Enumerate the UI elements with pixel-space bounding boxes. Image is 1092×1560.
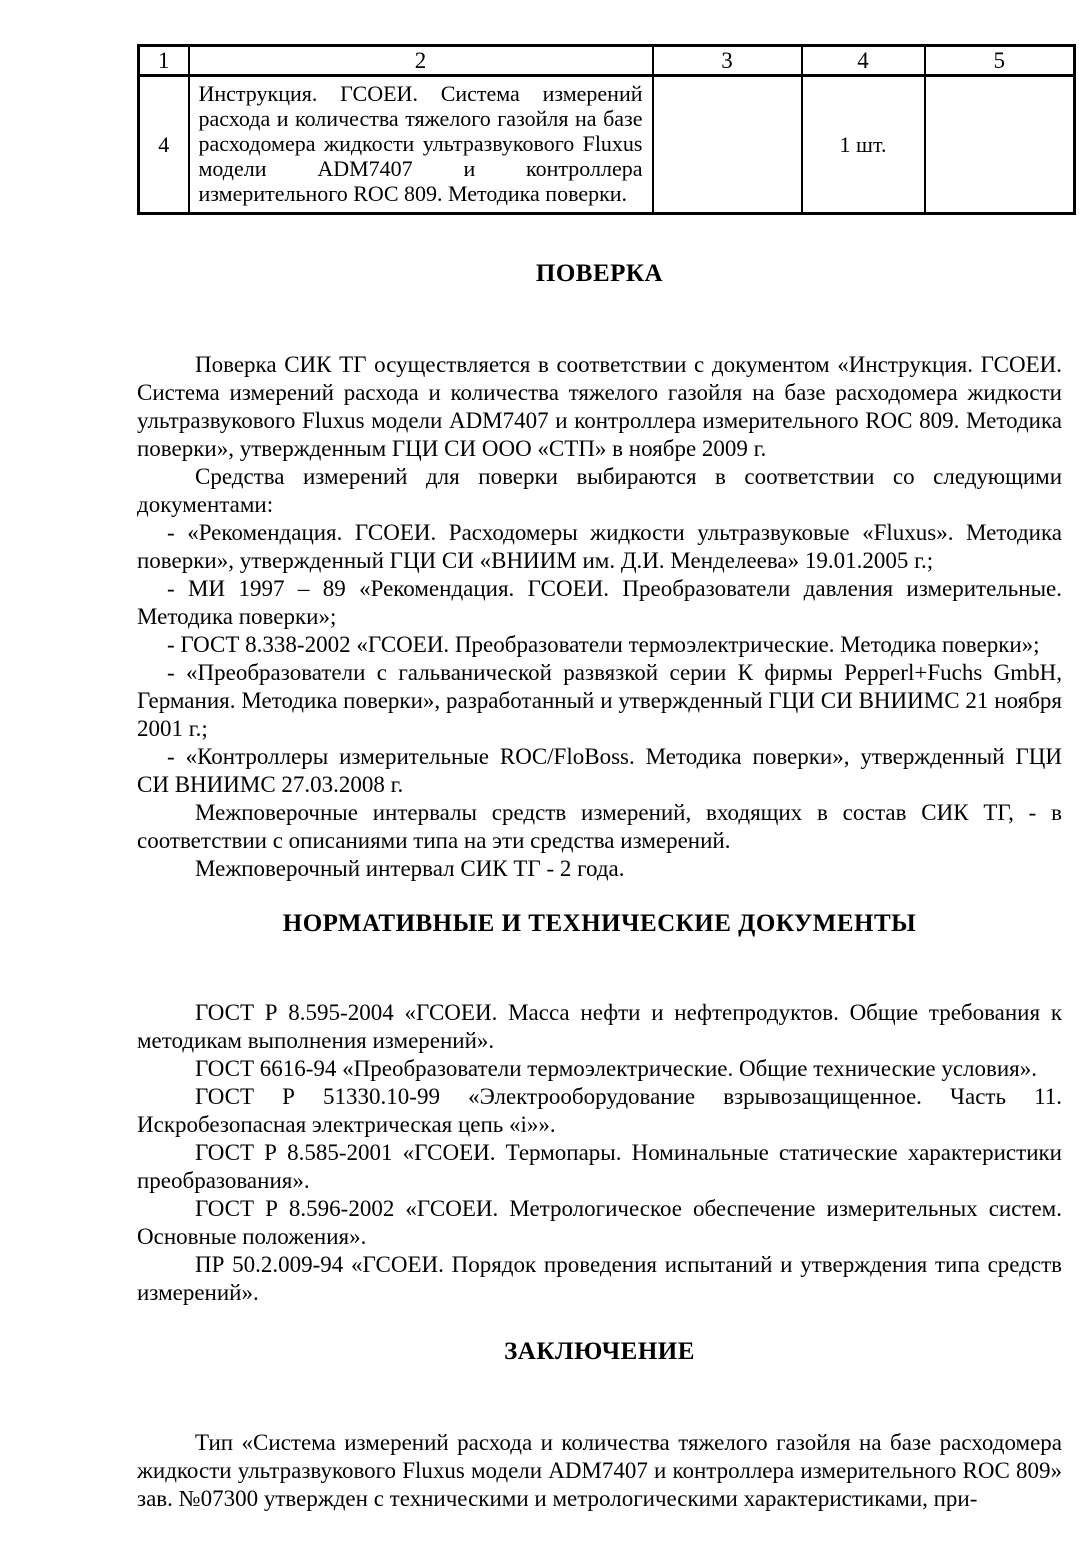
table-header-col4: 4: [802, 46, 925, 76]
row-quantity-cell: 1 шт.: [802, 76, 925, 214]
table-header-col3: 3: [653, 46, 802, 76]
table-header-col2: 2: [189, 46, 653, 76]
poverka-paragraph-4: Межповерочный интервал СИК ТГ - 2 года.: [195, 856, 625, 881]
poverka-list-item-5: - «Контроллеры измерительные ROC/FloBoss. Методика поверки», утвержденный ГЦИ СИ ВНИИМС 27.03.2008 г.: [137, 744, 1062, 797]
section-heading-poverka: ПОВЕРКА: [535, 260, 664, 287]
normative-item-6: ПР 50.2.009-94 «ГСОЕИ. Порядок проведения испытаний и утверждения типа средств измерений».: [137, 1252, 1062, 1305]
row-empty-cell-5: [925, 76, 1075, 214]
table-header-col5: 5: [925, 46, 1075, 76]
section-heading-normative: НОРМАТИВНЫЕ И ТЕХНИЧЕСКИЕ ДОКУМЕНТЫ: [282, 910, 917, 937]
table-row: [139, 76, 1075, 214]
section-heading-conclusion: ЗАКЛЮЧЕНИЕ: [504, 1338, 695, 1365]
normative-item-5: ГОСТ Р 8.596-2002 «ГСОЕИ. Метрологическое обеспечение измерительных систем. Основные положения».: [137, 1196, 1062, 1249]
poverka-list-item-3: - ГОСТ 8.338-2002 «ГСОЕИ. Преобразователи термоэлектрические. Методика поверки»;: [167, 632, 1040, 657]
normative-item-2: ГОСТ 6616-94 «Преобразователи термоэлектрические. Общие технические условия».: [195, 1056, 1038, 1081]
poverka-paragraph-2: Средства измерений для поверки выбираются в соответствии со следующими документами:: [137, 464, 1062, 517]
spec-table: [137, 44, 1076, 215]
row-number-cell: 4: [139, 76, 189, 214]
poverka-paragraph-1: Поверка СИК ТГ осуществляется в соответствии с документом «Инструкция. ГСОЕИ. Система измерений расхода и количества тяжелого газойля на базе расходомера жидкости ультразвукового Fluxus модели ADM7407 и контроллера измерительного ROC 809. Методика поверки», утвержденным ГЦИ СИ ООО «СТП» в ноябре 2009 г.: [137, 352, 1062, 461]
conclusion-paragraph-1: Тип «Система измерений расхода и количества тяжелого газойля на базе расходомера жидкости ультразвукового Fluxus модели ADM7407 и контроллера измерительного ROC 809» зав. №07300 утвержден с техническими и метрологическими характеристиками, при-: [137, 1430, 1062, 1511]
poverka-list-item-1: - «Рекомендация. ГСОЕИ. Расходомеры жидкости ультразвуковые «Fluxus». Методика поверки», утвержденный ГЦИ СИ «ВНИИМ им. Д.И. Менделеева» 19.01.2005 г.;: [137, 520, 1062, 573]
document-body: [137, 259, 1062, 1513]
normative-item-3: ГОСТ Р 51330.10-99 «Электрооборудование взрывозащищенное. Часть 11. Искробезопасная электрическая цепь «i»».: [137, 1084, 1062, 1137]
table-header-col1: 1: [139, 46, 189, 76]
page-content: [137, 44, 1073, 1513]
normative-item-4: ГОСТ Р 8.585-2001 «ГСОЕИ. Термопары. Номинальные статические характеристики преобразования».: [137, 1140, 1062, 1193]
row-description-cell: Инструкция. ГСОЕИ. Система измерений расхода и количества тяжелого газойля на базе расходомера жидкости ультразвукового Fluxus модели ADM7407 и контроллера измерительного ROC 809. Методика поверки.: [189, 76, 653, 214]
poverka-paragraph-3: Межповерочные интервалы средств измерений, входящих в состав СИК ТГ, - в соответствии с описаниями типа на эти средства измерений.: [137, 800, 1062, 853]
table-header-row: [139, 46, 1075, 76]
poverka-list-item-2: - МИ 1997 – 89 «Рекомендация. ГСОЕИ. Преобразователи давления измерительные. Методика поверки»;: [137, 576, 1062, 629]
poverka-list-item-4: - «Преобразователи с гальванической развязкой серии К фирмы Pepperl+Fuchs GmbH, Германия. Методика поверки», разработанный и утвержденный ГЦИ СИ ВНИИМС 21 ноября 2001 г.;: [137, 660, 1062, 741]
row-empty-cell-3: [653, 76, 802, 214]
normative-item-1: ГОСТ Р 8.595-2004 «ГСОЕИ. Масса нефти и нефтепродуктов. Общие требования к методикам выполнения измерений».: [137, 1000, 1062, 1053]
